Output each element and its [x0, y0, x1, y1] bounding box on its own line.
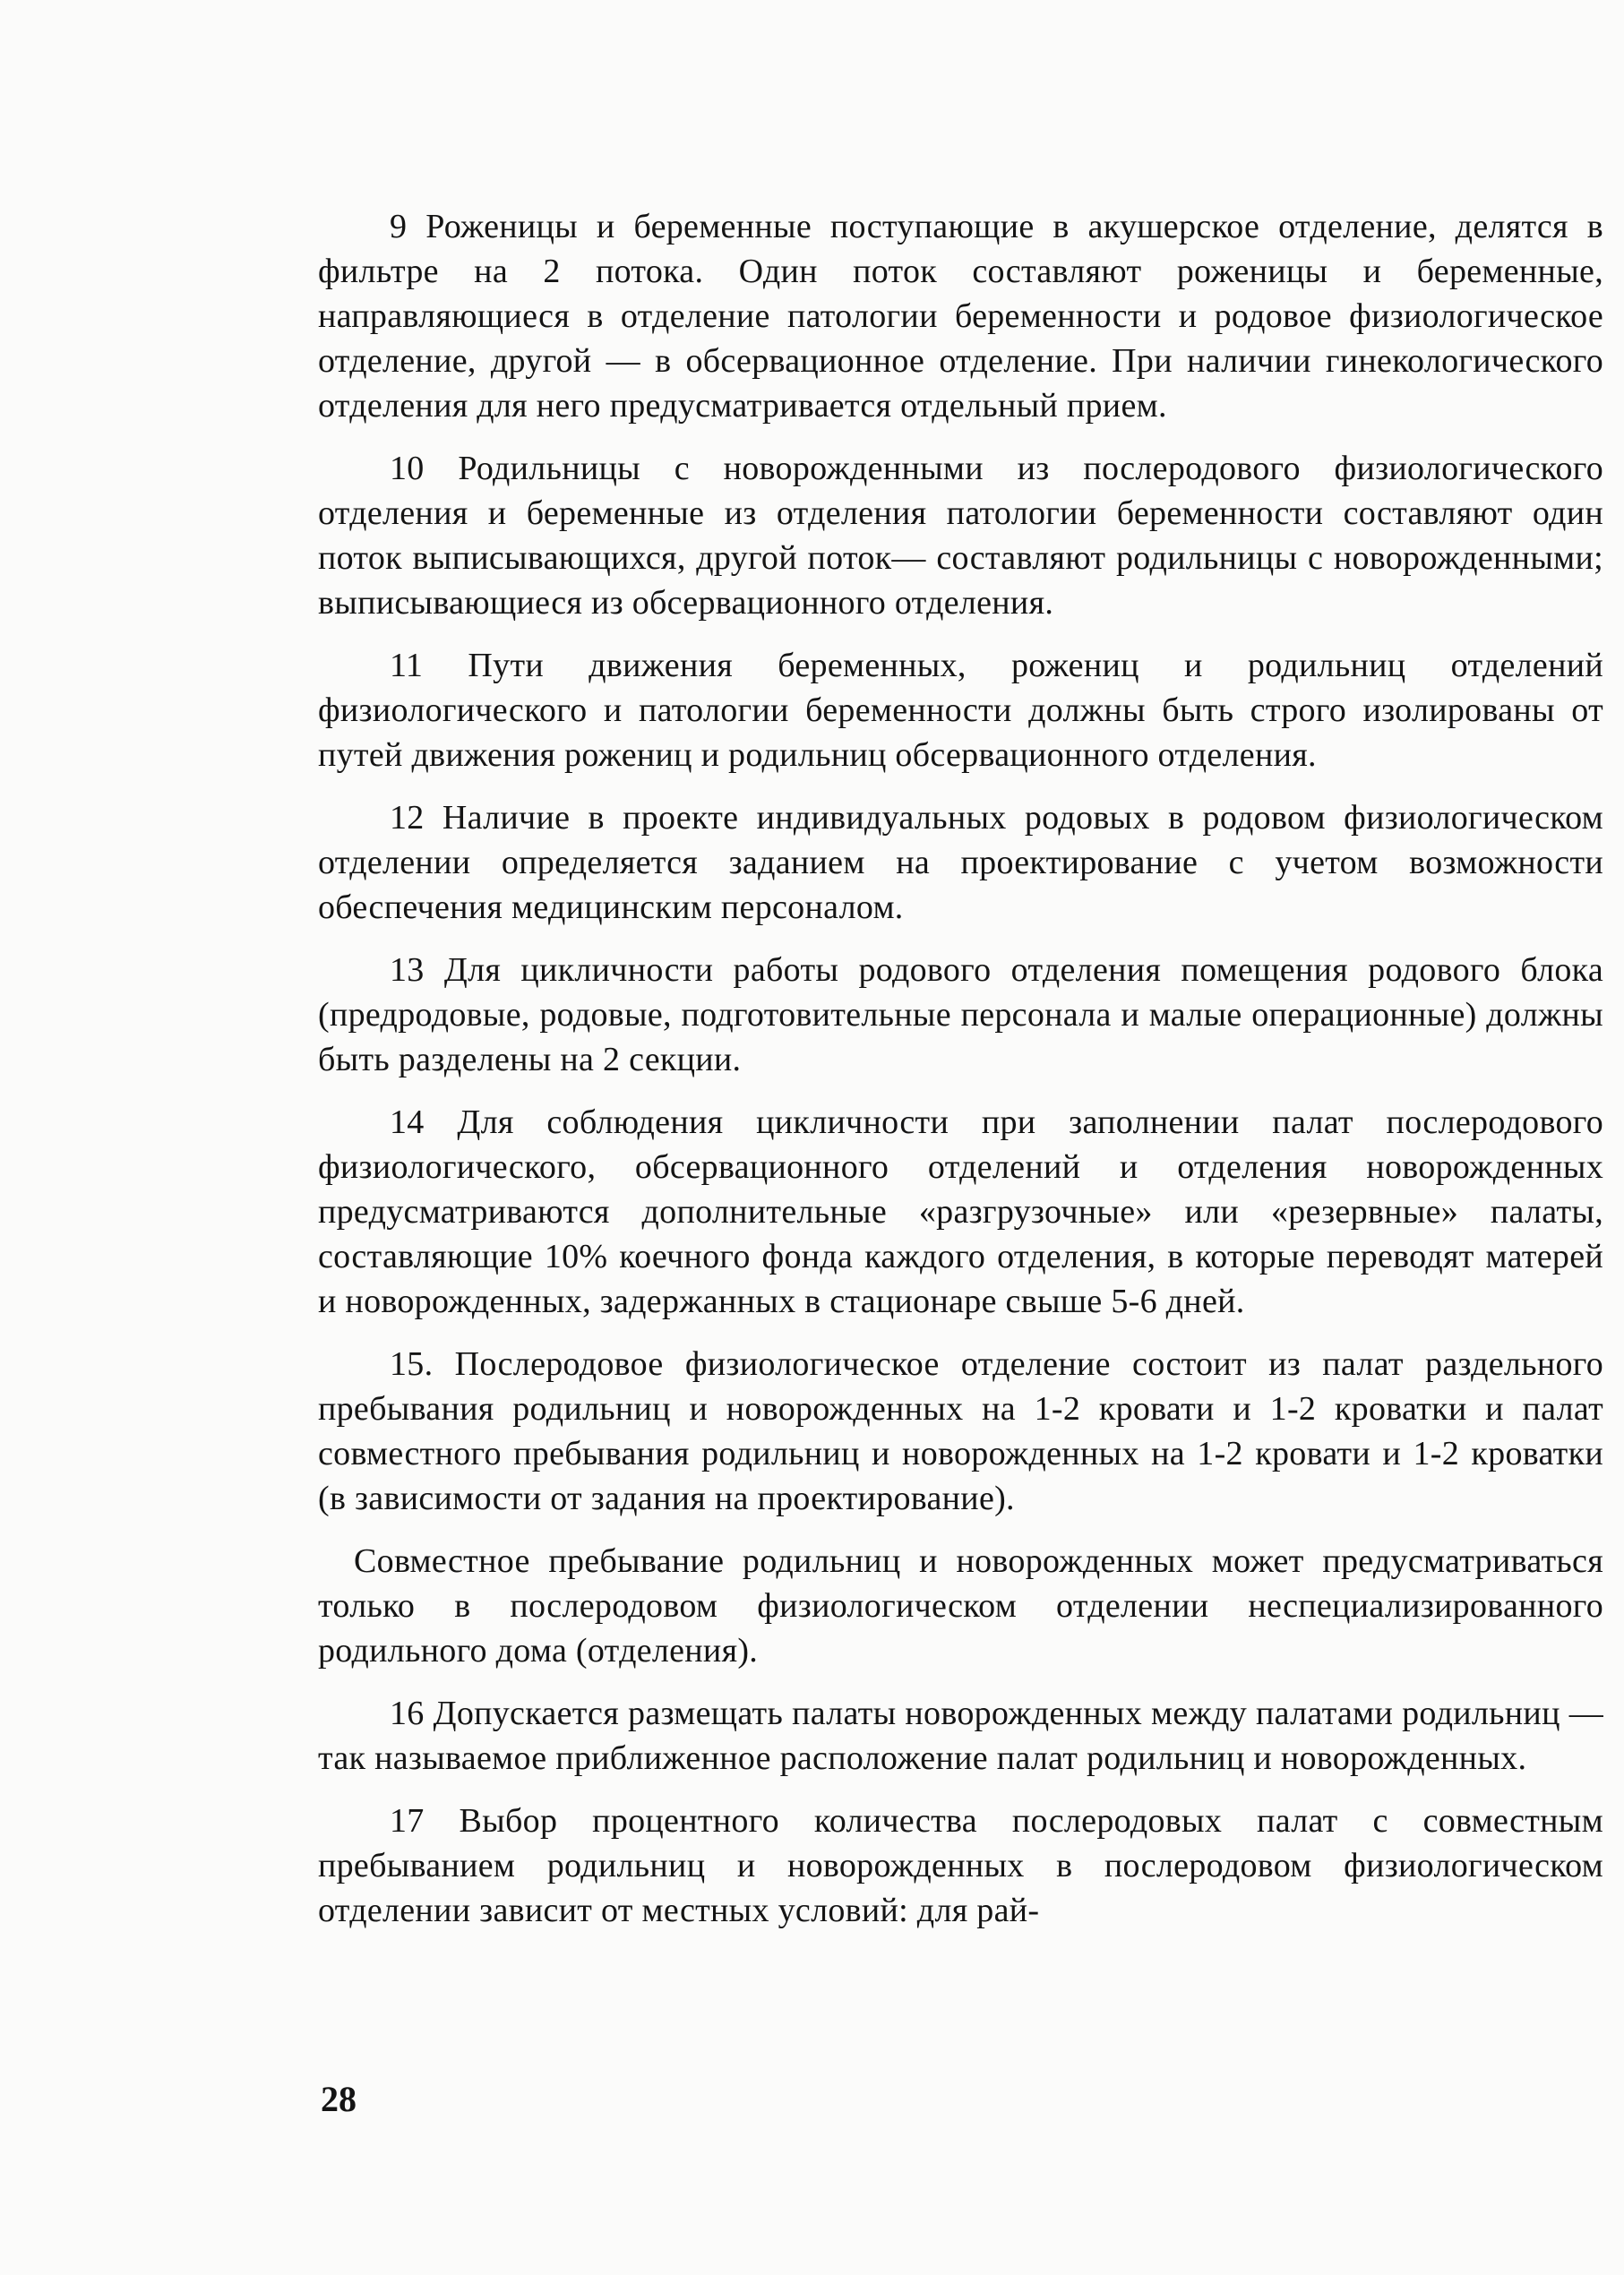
paragraph-13: 13 Для цикличности работы родового отделения помещения родового блока (предродовые, родовые, подготовительные персонала и малые операционные) должны быть разделены на 2 секции.	[318, 951, 1603, 1078]
paragraph-9: 9 Роженицы и беременные поступающие в акушерское отделение, делятся в фильтре на 2 потока. Один поток составляют роженицы и беременные, направляющиеся в отделение патологии беременности и родовое физиологическое отделение, другой — в обсервационное отделение. При наличии гинекологического отделения для него предусматривается отдельный прием.	[318, 208, 1603, 425]
paragraph-12: 12 Наличие в проекте индивидуальных родовых в родовом физиологическом отделении определяется заданием на проектирование с учетом возможности обеспечения медицинским персоналом.	[318, 799, 1603, 926]
paragraph-10: 10 Родильницы с новорожденными из послеродового физиологического отделения и беременные из отделения патологии беременности составляют один поток выписывающихся, другой поток— составляют родильницы с новорожденными; выписывающиеся из обсервационного отделения.	[318, 450, 1603, 622]
paragraph-16: 16 Допускается размещать палаты новорожденных между палатами родильниц — так называемое приближенное расположение палат родильниц и новорожденных.	[318, 1695, 1603, 1777]
paragraph-14: 14 Для соблюдения цикличности при заполнении палат послеродового физиологического, обсервационного отделений и отделения новорожденных предусматриваются дополнительные «разгрузочные» или «резервные» палаты, составляющие 10% коечного фонда каждого отделения, в которые переводят матерей и новорожденных, задержанных в стационаре свыше 5-6 дней.	[318, 1103, 1603, 1320]
paragraph-11: 11 Пути движения беременных, рожениц и родильниц отделений физиологического и патологии беременности должны быть строго изолированы от путей движения рожениц и родильниц обсервационного отделения.	[318, 647, 1603, 774]
paragraph-15-continuation: Совместное пребывание родильниц и новорожденных может предусматриваться только в послеродовом физиологическом отделении неспециализированного родильного дома (отделения).	[318, 1542, 1603, 1670]
paragraph-17: 17 Выбор процентного количества послеродовых палат с совместным пребыванием родильниц и новорожденных в послеродовом физиологическом отделении зависит от местных условий: для рай-	[318, 1802, 1603, 1929]
page-number: 28	[321, 2079, 357, 2119]
paragraph-15: 15. Послеродовое физиологическое отделение состоит из палат раздельного пребывания родильниц и новорожденных на 1-2 кровати и 1-2 кроватки и палат совместного пребывания родильниц и новорожденных на 1-2 кровати и 1-2 кроватки (в зависимости от задания на проектирование).	[318, 1345, 1603, 1517]
document-body	[318, 204, 1603, 1951]
